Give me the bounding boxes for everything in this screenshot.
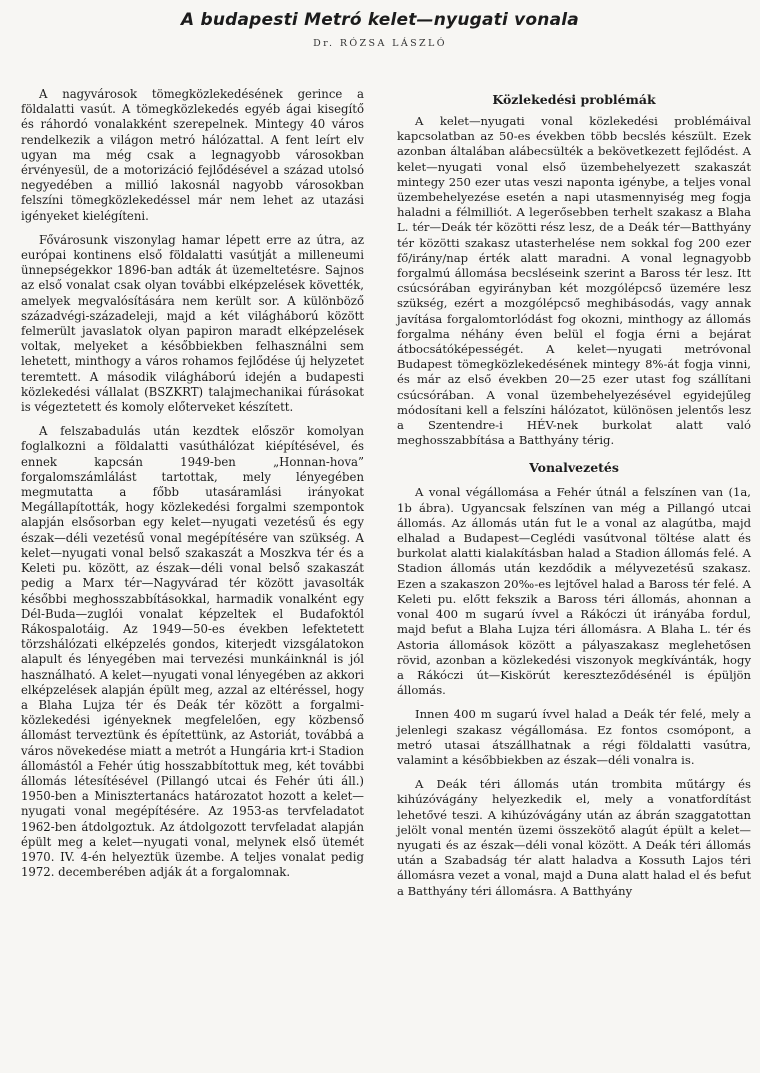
body-paragraph: Innen 400 m sugarú ívvel halad a Deák tér felé, mely a jelenlegi szakasz végállomása. Ez fontos csomópont, a metró utasai átszállhatnak a régi földalatti vasútra, valamint a későbbiekben az észak—déli vonalra is.	[397, 707, 751, 767]
section-heading: Vonalvezetés	[529, 460, 619, 476]
body-paragraph: A vonal végállomása a Fehér útnál a felszínen van (1a, 1b ábra). Ugyancsak felszínen van még a Pillangó utcai állomás. Az állomás után fut le a vonal az alagútba, majd elhalad a Budapest—Ceglédi vasútvonal töltése alatt és burkolat alatti kialakításban halad a Stadion állomás felé. A Stadion állomás után kezdődik a mélyvezetésű szakasz. Ezen a szakaszon 20‰-es lejtővel halad a Baross tér felé. A Keleti pu. előtt fekszik a Baross téri állomás, ahonnan a vonal 400 m sugarú ívvel a Rákóczi út irányába fordul, majd befut a Blaha Lujza téri állomásra. A Blaha L. tér és Astoria állomások között a pályaszakasz meglehetősen rövid, azonban a közlekedési viszonyok megkívánták, hogy a Rákóczi út—Kiskörút kereszteződésénél is épüljön állomás.	[397, 485, 751, 698]
body-paragraph: A nagyvárosok tömegközlekedésének gerince a földalatti vasút. A tömegközlekedés egyéb ágai kisegítő és ráhordó vonalakként szerepelnek. Mintegy 40 város rendelkezik a világon metró hálózattal. A fent leírt elv ugyan ma még csak a legnagyobb városokban érvényesül, de a motorizáció fejlődésével a század utolsó negyedében a millió lakosnál nagyobb városokban felszíni tömegközlekedéssel már nem lehet az utazási igényeket kielégíteni.	[21, 87, 364, 223]
body-paragraph: A Deák téri állomás után trombita műtárgy és kihúzóvágány helyezkedik el, mely a vonatfordítást lehetővé teszi. A kihúzóvágány után az ábrán szaggatottan jelölt vonal mentén üzemi összekötő alagút épült a kelet—nyugati és az észak—déli vonal között. A Deák téri állomás után a Szabadság tér alatt haladva a Kossuth Lajos téri állomásra vezet a vonal, majd a Duna alatt halad el és befut a Batthyány téri állomásra. A Batthyány	[397, 777, 751, 898]
body-paragraph: A kelet—nyugati vonal közlekedési problémáival kapcsolatban az 50-es években több becslés készült. Ezek azonban általában alábecsülték a bekövetkezett fejlődést. A kelet—nyugati vonal első üzembehelyezett szakaszát mintegy 250 ezer utas veszi naponta igénybe, a teljes vonal üzembehelyezése esetén a napi utasmennyiség meg fogja haladni a félmilliót. A legerősebben terhelt szakasz a Blaha L. tér—Deák tér közötti rész lesz, de a Deák tér—Batthyány tér közötti szakasz utasterhelése nem sokkal fog 200 ezer fő/irány/nap érték alatt maradni. A vonal legnagyobb forgalmú állomása becsléseink szerint a Baross tér lesz. Itt csúcsórában egyirányban két mozgólépcső üzemére lesz szükség, ezért a mozgólépcső meghibásodás, vagy annak javítása forgalomtorlódást fog okozni, minthogy az állomás forgalma néhány éven belül el fogja érni a bejárat átbocsátóképességét. A kelet—nyugati metróvonal Budapest tömegközlekedésének mintegy 8%-át fogja vinni, és már az első években 20—25 ezer utast fog szállítani csúcsórában. A vonal üzembehelyezésével egyidejűleg módosítani kell a felszíni hálózatot, különösen jelentős lesz a Szentendre-i HÉV-nek burkolat alatt való meghosszabbítása a Batthyány térig.	[397, 114, 751, 448]
section-heading: Közlekedési problémák	[492, 92, 656, 107]
left-column	[21, 87, 364, 889]
body-paragraph: Fővárosunk viszonylag hamar lépett erre az útra, az európai kontinens első földalatti vasútját a milleneumi ünnepségekkor 1896-ban adták át üzemeltetésre. Sajnos az első vonalat csak olyan további elképzelések követték, amelyek megvalósítására nem került sor. A különböző századvégi-századeleji, majd a két világháború között felmerült javaslatok olyan papiron maradt elképzelések voltak, melyeket a későbbiekben felhasználni sem lehetett, minthogy a város rohamos fejlődése új helyzetet teremtett. A második világháború idején a budapesti közlekedési vállalat (BSZKRT) talajmechanikai fúrásokat is végeztetett és komoly előterveket készített.	[21, 232, 364, 415]
body-paragraph: A felszabadulás után kezdtek először komolyan foglalkozni a földalatti vasúthálózat kiépítésével, és ennek kapcsán 1949-ben „Honnan-hova” forgalomszámlálást tartottak, mely lényegében megmutatta a főbb utasáramlási irányokat Megállapították, hogy közlekedési forgalmi szempontok alapján elsősorban egy kelet—nyugati vezetésű és egy észak—déli vezetésű vonal megépítésére van szükség. A kelet—nyugati vonal belső szakaszát a Moszkva tér és a Keleti pu. között, az észak—déli vonal belső szakaszát pedig a Marx tér—Nagyvárad tér között javasolták későbbi meghosszabbításokkal, harmadik vonalként egy Dél-Buda—zuglói vonalat képzeltek el Budafoktól Rákospalotáig. Az 1949—50-es években lefektetett törzshálózati elképzelés gondos, kiterjedt vizsgálatokon alapult és lényegében mai tervezési munkáinknál is jól használható. A kelet—nyugati vonal lényegében az akkori elképzelések alapján épült meg, azzal az eltéréssel, hogy a Blaha Lujza tér és Deák tér között a forgalmi-közlekedési igényeknek megfelelően, egy közbenső állomást terveztünk és építettünk, az Astoriát, továbbá a város növekedése miatt a metrót a Hungária krt-i Stadion állomástól a Fehér útig hosszabbítottuk meg, két további állomás létesítésével (Pillangó utcai és Fehér úti áll.) 1950-ben a Minisztertanács határozatot hozott a kelet—nyugati vonal megépítésére. Az 1953-as tervfeladatot 1962-ben átdolgoztuk. Az átdolgozott tervfeladat alapján épült meg a kelet—nyugati vonal, melynek első ütemét 1970. IV. 4-én helyeztük üzembe. A teljes vonalat pedig 1972. decemberében adják át a forgalomnak.	[21, 424, 364, 880]
right-column	[397, 92, 751, 908]
article-title: A budapesti Metró kelet—nyugati vonala	[181, 10, 579, 30]
article-author: Dr. RÓZSA LÁSZLÓ	[313, 38, 447, 49]
